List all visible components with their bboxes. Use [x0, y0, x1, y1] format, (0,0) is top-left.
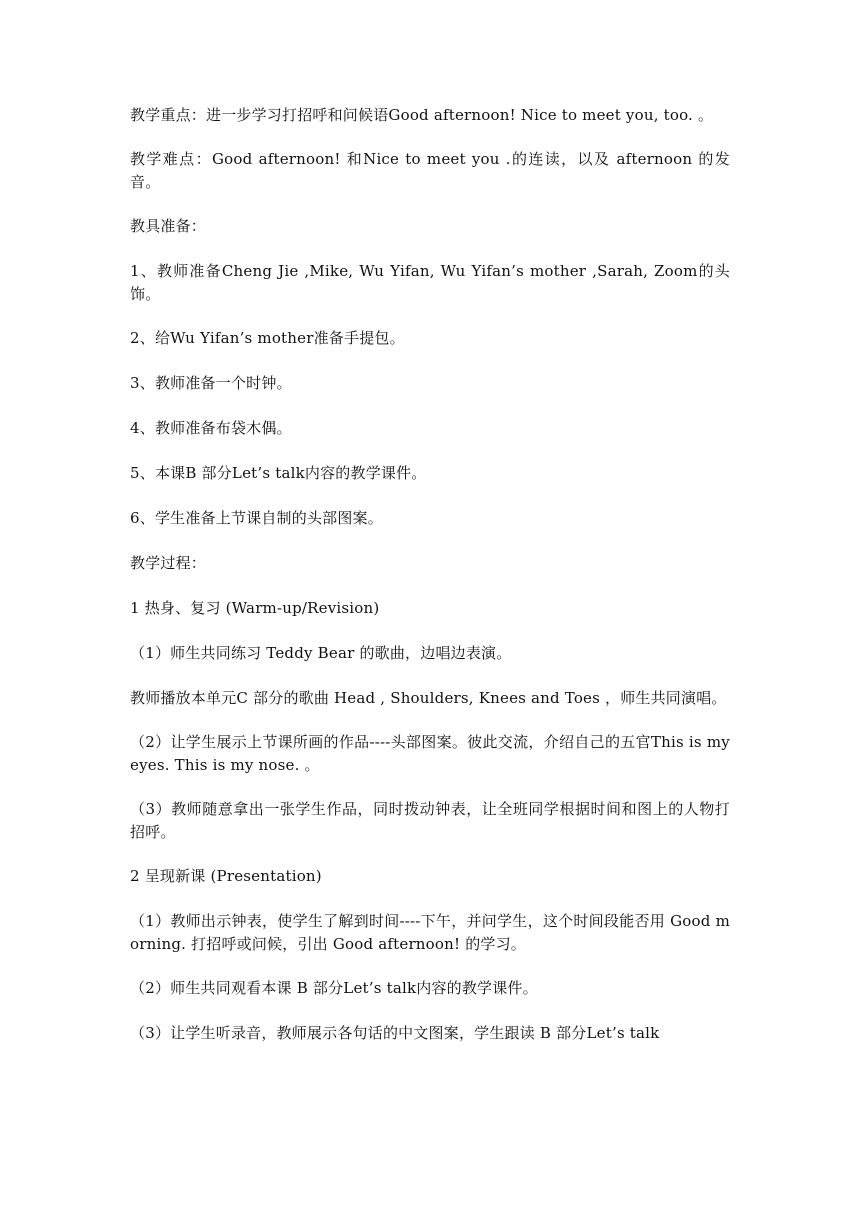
paragraph-step-1-1: （1）师生共同练习 Teddy Bear 的歌曲，边唱边表演。	[130, 644, 512, 662]
paragraph-materials-heading: 教具准备：	[130, 217, 207, 235]
paragraph-key-points: 教学重点：进一步学习打招呼和问候语Good afternoon! Nice to meet you, too. 。	[130, 106, 714, 124]
document-page	[130, 104, 730, 1067]
paragraph-material-4: 4、教师准备布袋木偶。	[130, 419, 292, 437]
paragraph-step-1-song: 教师播放本单元C 部分的歌曲 Head , Shoulders, Knees and Toes ，师生共同演唱。	[130, 689, 727, 707]
paragraph-material-6: 6、学生准备上节课自制的头部图案。	[130, 509, 383, 527]
paragraph-process-heading: 教学过程：	[130, 554, 207, 572]
paragraph-step-1-3: （3）教师随意拿出一张学生作品，同时拨动钟表，让全班同学根据时间和图上的人物打招呼。	[130, 800, 730, 841]
paragraph-material-2: 2、给Wu Yifan’s mother准备手提包。	[130, 329, 405, 347]
paragraph-section-1: 1 热身、复习 (Warm-up/Revision)	[130, 599, 380, 617]
paragraph-step-2-3: （3）让学生听录音，教师展示各句话的中文图案，学生跟读 B 部分Let’s talk	[130, 1024, 660, 1042]
paragraph-material-1: 1、教师准备Cheng Jie ,Mike, Wu Yifan, Wu Yifan’s mother ,Sarah, Zoom的头饰。	[130, 262, 730, 303]
paragraph-material-3: 3、教师准备一个时钟。	[130, 374, 292, 392]
paragraph-step-2-1: （1）教师出示钟表，使学生了解到时间----下午，并问学生，这个时间段能否用 Good morning. 打招呼或问候，引出 Good afternoon! 的学习。	[130, 912, 730, 953]
paragraph-section-2: 2 呈现新课 (Presentation)	[130, 867, 322, 885]
paragraph-difficulties: 教学难点：Good afternoon! 和Nice to meet you .的连读，以及 afternoon 的发音。	[130, 150, 730, 191]
paragraph-step-1-2: （2）让学生展示上节课所画的作品----头部图案。彼此交流，介绍自己的五官This is my eyes. This is my nose. 。	[130, 733, 730, 774]
paragraph-material-5: 5、本课B 部分Let’s talk内容的教学课件。	[130, 464, 427, 482]
paragraph-step-2-2: （2）师生共同观看本课 B 部分Let’s talk内容的教学课件。	[130, 979, 538, 997]
